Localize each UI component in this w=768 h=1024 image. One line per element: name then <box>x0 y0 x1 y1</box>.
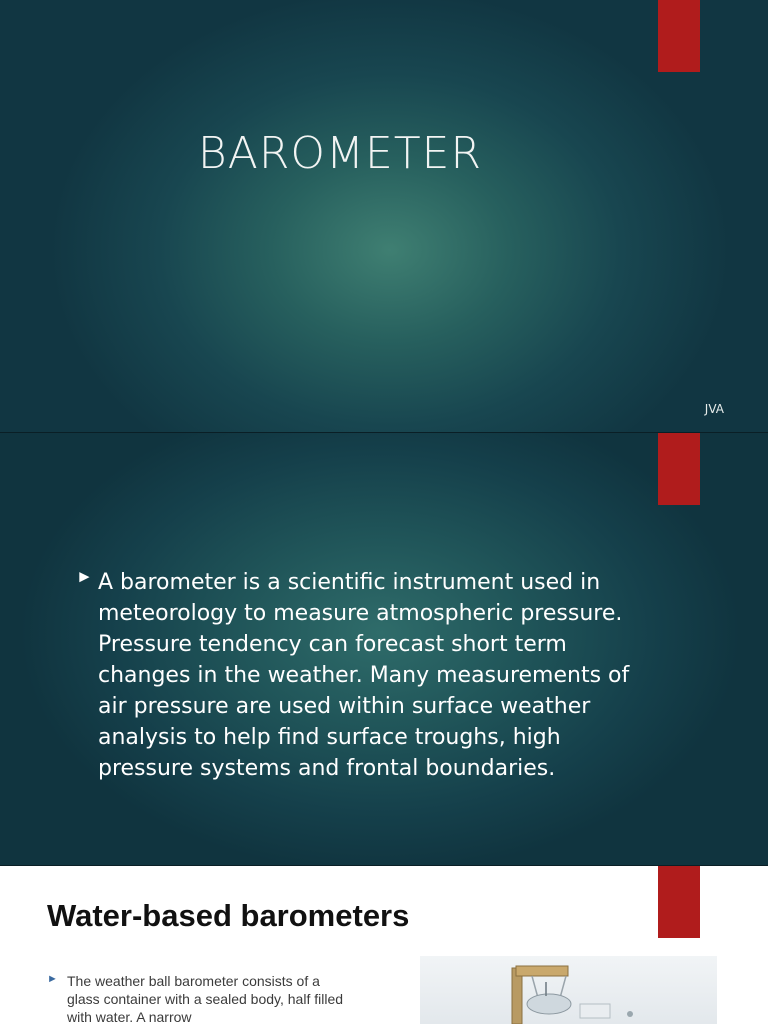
slide-accent-tab <box>658 0 700 72</box>
water-barometer-text: The weather ball barometer consists of a glass container with a sealed body, half filled with water. A narrow <box>67 973 344 1024</box>
slide-title-text: BAROMETER <box>197 128 483 179</box>
slide-accent-tab <box>658 433 700 505</box>
slide-author: JVA <box>704 402 724 416</box>
slide-accent-tab <box>658 866 700 938</box>
bullet-arrow-icon: ► <box>47 973 58 985</box>
definition-bullet <box>76 567 636 784</box>
barometer-illustration <box>420 956 717 1024</box>
definition-text: A barometer is a scientific instrument used in meteorology to measure atmospheric pressure. Pressure tendency can forecast short term changes in the weather. Many measurements of air pressure are used within surface weather analysis to help find surface troughs, high pressure systems and frontal boundaries. <box>98 570 630 781</box>
slide-heading: Water-based barometers <box>47 898 410 933</box>
slide-water-barometers <box>0 866 768 1024</box>
weather-ball-barometer-image <box>420 956 717 1024</box>
water-barometer-bullet <box>47 972 347 1024</box>
bullet-arrow-icon: ► <box>76 567 93 586</box>
slide-title <box>0 0 768 432</box>
